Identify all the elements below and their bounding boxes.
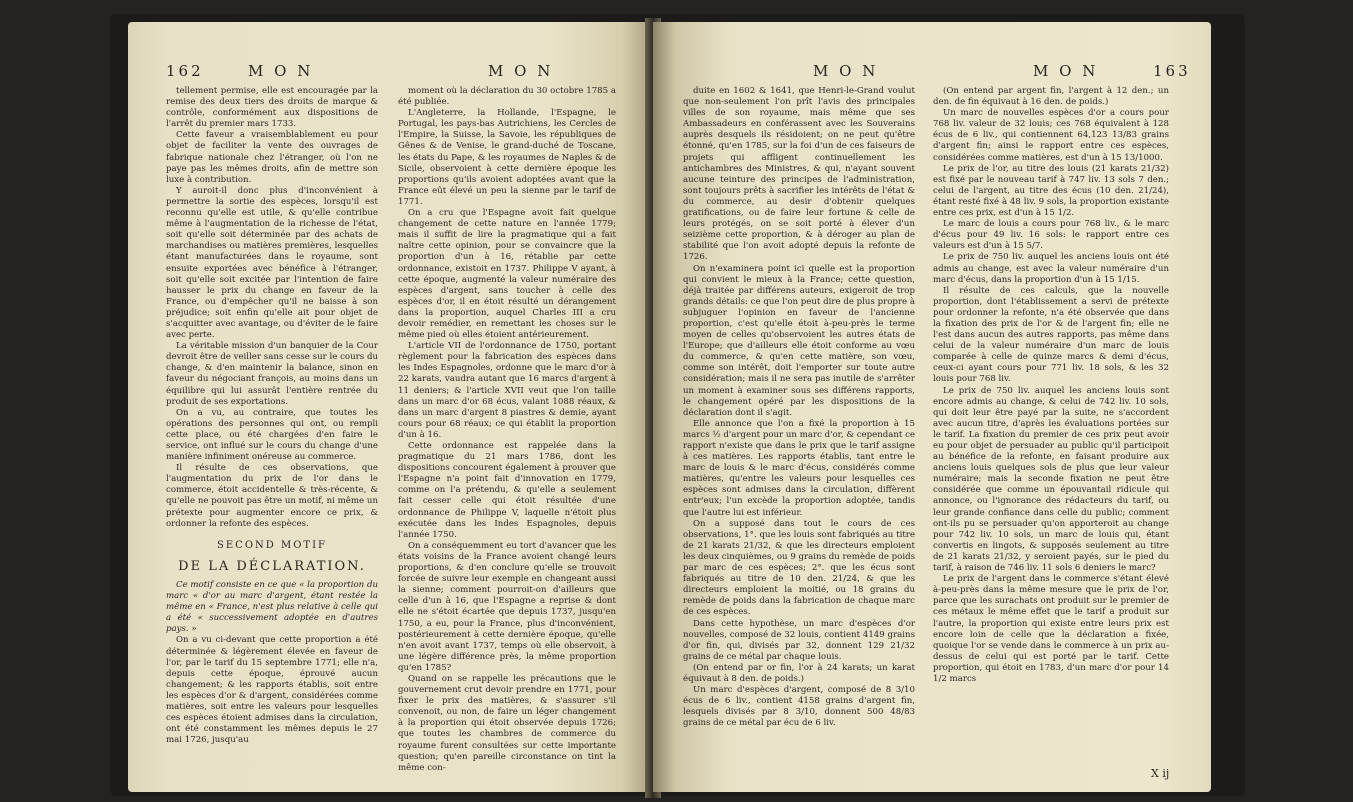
section-heading-1: SECOND MOTIF [217, 539, 327, 551]
right-col2-paragraph: Le prix de 750 liv. auquel les anciens louis sont encore admis au change, & celui de 742 liv. 10 sols, qui doit leur être payé par la suite, ne s'accordent avec aucun titre, d'après les évaluations portées sur le tarif. La fixation du premier de ces prix peut avoir eu pour objet de persuader au public qu'il participoit au bénéfice de la refonte, en faisant produire aux anciens louis quelques sols de plus que leur valeur numéraire; mais la seconde fixation ne peut être considérée que comme un épouvantail ridicule qui annonce, ou l'ignorance des rédacteurs du tarif, ou leur grande confiance dans celle du public; comment ont-ils pu se persuader qu'on apporteroit au change pour 742 liv. 10 sols, un marc de louis qui, étant convertis en lingots, & supposés seulement au titre de 21 karats 21/32, y seroient payés, sur le pied du tarif, à raison de 746 liv. 11 sols 6 deniers le marc? [933, 385, 1169, 574]
page-number-left: 162 [166, 62, 204, 80]
right-col2-paragraph: Un marc de nouvelles espèces d'or a cours pour 768 liv. valeur de 32 louis; ces 768 équivalent à 128 écus de 6 liv., qui contiennent 64,123 13/83 grains d'argent fin; ainsi le rapport entre ces espèces, considérées comme matières, est d'un à 15 13/1000. [933, 108, 1169, 163]
signature-mark: X ij [1151, 767, 1170, 780]
right-col1-paragraph: Un marc d'espèces d'argent, composé de 8 3/10 écus de 6 liv., contient 4158 grains d'argent fin, lesquels divisés par 8 3/10, donnent 500 48/83 grains de ce métal par écu de 6 liv. [683, 685, 915, 729]
left-col1-tail-paragraph: On a vu ci-devant que cette proportion a été déterminée & légèrement élevée en faveur de l'or, par le tarif du 15 septembre 1771; elle n'a, depuis cette époque, éprouvé aucun changement; & les rapports établis, soit entre les espèces d'or & d'argent, considérées comme matières, soit entre les valeurs pour lesquelles ces espèces étoient admises dans la circulation, ont été constamment les mêmes depuis le 27 mai 1726, jusqu'au [166, 635, 378, 746]
right-page [653, 22, 1211, 792]
left-page-column-2 [398, 86, 616, 774]
left-col1-paragraph: Y auroit-il donc plus d'inconvénient à permettre la sortie des espèces, lorsqu'il est reconnu qu'elle est utile, & qu'elle contribue même à l'augmentation de la richesse de l'état, soit qu'elle soit déterminée par des achats de marchandises ou matières premières, lesquelles étant manufacturées dans le royaume, sont ensuite exportées avec bénéfice à l'étranger, soit qu'elle soit excitée par l'intention de faire hausser le prix du change en faveur de la France, ou d'empêcher qu'il ne baisse à son préjudice; soit enfin qu'elle ait pour objet de s'acquitter avec avantage, ou d'éviter de le faire avec perte. [166, 185, 378, 341]
right-page-column-2 [933, 86, 1169, 685]
right-col1-paragraph: Elle annonce que l'on a fixé la proportion à 15 marcs ½ d'argent pour un marc d'or, & cependant ce rapport n'existe que dans le prix que le tarif assigne à ces matières. Les rapports établis, tant entre le marc de louis & le marc d'écus, considérés comme matières, qu'entre les valeurs pour lesquelles ces espèces sont admises dans la circulation, diffèrent entr'eux; l'un excède la proportion adoptée, tandis que l'autre lui est inférieur. [683, 418, 915, 518]
left-col1-paragraph: Il résulte de ces observations, que l'augmentation du prix de l'or dans le commerce, étoit accidentelle & très-récente, & qu'elle ne pouvoit pas être un motif, ni même un prétexte pour augmenter encore ce prix, & ordonner la refonte des espèces. [166, 463, 378, 529]
left-col2-paragraph: On a conséquemment eu tort d'avancer que les états voisins de la France avoient changé leurs proportions, & d'en conclure qu'elle se trouvoit forcée de suivre leur exemple en changeant aussi la sienne; comment pourroit-on d'ailleurs que celle d'un à 16, que l'Espagne a reprise & dont elle ne s'étoit écartée que depuis 1737, jusqu'en 1750, a eu, pour la France, plus d'inconvénient, postérieurement à cette dernière époque, qu'elle n'en avoit avant 1737, temps où elle observoit, à une légère différence près, la même proportion qu'en 1785? [398, 540, 616, 673]
left-col1-paragraph: Cette faveur a vraisemblablement eu pour objet de faciliter la vente des ouvrages de fabrique nationale chez l'étranger, où l'on ne paye pas les mêmes droits, afin de mettre son luxe à contribution. [166, 130, 378, 185]
right-col1-paragraph: Dans cette hypothèse, un marc d'espèces d'or nouvelles, composé de 32 louis, contient 4149 grains d'or fin, qui, divisés par 32, donnent 129 21/32 grains de ce métal par chaque louis. [683, 618, 915, 662]
left-page [128, 22, 653, 792]
page-number-right: 163 [1153, 62, 1191, 80]
left-col2-paragraph: L'Angleterre, la Hollande, l'Espagne, le Portugal, les pays-bas Autrichiens, les Cercles de l'Empire, la Suisse, la Savoie, les républiques de Gênes & de Venise, le grand-duché de Toscane, les états du Pape, & les royaumes de Naples & de Sicile, observoient à cette dernière époque les proportions qu'ils avoient adoptées avant que la France eût élevé un peu la sienne par le tarif de 1771. [398, 108, 616, 207]
left-col2-paragraph: Cette ordonnance est rappelée dans la pragmatique du 21 mars 1786, dont les dispositions concourent également à prouver que l'Espagne n'a point fait d'innovation en 1779, comme on l'a prétendu, & qu'elle a seulement fait cesser celle qui étoit résultée d'une ordonnance de Philippe V, laquelle n'étoit plus exécutée dans les Indes Espagnoles, depuis l'année 1750. [398, 441, 616, 540]
right-col2-paragraph: (On entend par argent fin, l'argent à 12 den.; un den. de fin équivaut à 16 den. de poids.) [933, 86, 1169, 108]
right-col1-paragraph: On n'examinera point ici quelle est la proportion qui convient le mieux à la France; cette question, déjà traitée par différens auteurs, exigeroit de trop grands détails: ce que l'on peut dire de plus propre à subjuguer l'opinion en faveur de l'ancienne proportion, c'est qu'elle étoit à-peu-près le terme moyen de celles qu'observoient les autres états de l'Europe; que d'ailleurs elle étoit conforme au vœu du commerce, & qu'en cette matière, son vœu, comme son intérêt, doit l'emporter sur toute autre considération; mais il ne sera pas inutile de s'arrêter un moment à examiner sous ses différens rapports, le changement opéré par les dispositions de la déclaration dont il s'agit. [683, 263, 915, 418]
right-page-column-1 [683, 86, 915, 729]
left-page-column-1 [166, 86, 378, 746]
right-col2-paragraph: Le prix de 750 liv. auquel les anciens louis ont été admis au change, est avec la valeur numéraire d'un marc d'écus, dans la proportion d'un à 15 1/15. [933, 252, 1169, 285]
right-col2-paragraph: Le marc de louis a cours pour 768 liv., & le marc d'écus pour 49 liv. 16 sols: le rapport entre ces valeurs est d'un à 15 5/7. [933, 219, 1169, 252]
motif-quote: Ce motif consiste en ce que « la proportion du marc « d'or au marc d'argent, étant restée la même en « France, n'est plus relative à celle qui a été « successivement adoptée en d'autres pays. » [166, 579, 378, 635]
left-col2-paragraph: Quand on se rappelle les précautions que le gouvernement crut devoir prendre en 1771, pour fixer le prix des matières, & s'assurer s'il convenoit, ou non, de faire un léger changement à la proportion qui étoit observée depuis 1726; que toutes les chambres de commerce du royaume furent consultées sur cette importante question; qu'en pareille circonstance on tint la même con- [398, 673, 616, 773]
left-col1-paragraph: tellement permise, elle est encouragée par la remise des deux tiers des droits de marque & contrôle, conformément aux dispositions de l'arrêt du premier mars 1733. [166, 86, 378, 130]
right-col2-paragraph: Le prix de l'or, au titre des louis (21 karats 21/32) est fixé par le nouveau tarif à 747 liv. 13 sols 7 den.; celui de l'argent, au titre des écus (10 den. 21/24), étant resté fixé à 48 liv. 9 sols, la proportion existante entre ces prix, est d'un à 15 1/2. [933, 163, 1169, 219]
right-col2-paragraph: Le prix de l'argent dans le commerce s'étant élevé à-peu-près dans la même mesure que le prix de l'or, parce que les surachats ont produit sur le premier de ces métaux le même effet que le tarif a produit sur l'autre, la proportion qui existe entre leurs prix est encore loin de celle que la déclaration a fixée, quoique l'or se vende dans le commerce à un prix au-dessus de celui qui est porté par le tarif. Cette proportion, qui étoit en 1783, d'un marc d'or pour 14 1/2 marcs [933, 574, 1169, 684]
left-col1-paragraph: On a vu, au contraire, que toutes les opérations des personnes qui ont, ou rempli cette place, ou été chargées d'en faire le service, ont influé sur le cours du change d'une manière infiniment onéreuse au commerce. [166, 407, 378, 463]
running-head-left-a: M O N [248, 62, 314, 80]
left-col2-paragraph: On a cru que l'Espagne avoit fait quelque changement de cette nature en l'année 1779; mais il suffit de lire la pragmatique qui a fait naître cette opinion, pour se convaincre que la proportion d'un à 16, rétablie par cette ordonnance, existoit en 1737. Philippe V ayant, à cette époque, augmenté la valeur numéraire des espèces d'argent, sans toucher à celle des espèces d'or, il en étoit résulté un dérangement dans la proportion, auquel Charles III a cru devoir remédier, en remettant les choses sur le même pied où elles étoient antérieurement. [398, 208, 616, 341]
running-head-right-b: M O N [1033, 62, 1099, 80]
left-col2-paragraph: L'article VII de l'ordonnance de 1750, portant règlement pour la fabrication des espèces dans les Indes Espagnoles, ordonne que le marc d'or à 22 karats, vaudra autant que 16 marcs d'argent à 11 deniers; & l'article XVII veut que l'on taille dans un marc d'or 68 écus, valant 1088 réaux, & dans un marc d'argent 8 piastres & demie, ayant cours pour 68 réaux; ce qui établit la proportion d'un à 16. [398, 341, 616, 440]
left-col1-paragraph: La véritable mission d'un banquier de la Cour devroit être de veiller sans cesse sur le cours du change, & d'en maintenir la balance, sinon en faveur du négociant françois, au moins dans un équilibre qui lui assurât l'entière rentrée du produit de ses exportations. [166, 341, 378, 407]
section-heading-2: DE LA DÉCLARATION. [178, 558, 366, 574]
right-col1-paragraph: duite en 1602 & 1641, que Henri-le-Grand voulut que non-seulement l'on prît l'avis des principales villes de son royaume, mais même que ses Ambassadeurs en conférassent avec les Souverains auprès desquels ils résidoient; on ne peut qu'être étonné, qu'en 1785, sur la foi d'un de ces faiseurs de projets qui affligent continuellement les antichambres des Ministres, & qui, n'ayant souvent aucune teinture des principes de l'administration, sont toujours prêts à sacrifier les intérêts de l'état & du commerce, au desir d'obtenir quelques gratifications, ou de faire leur fortune & celle de leurs protégés, on se soit porté à élever d'un seizième cette proportion, & à déroger au plan de stabilité que l'on avoit adopté depuis la refonte de 1726. [683, 86, 915, 263]
left-col2-paragraph: moment où la déclaration du 30 octobre 1785 a été publiée. [398, 86, 616, 108]
right-col2-paragraph: Il résulte de ces calculs, que la nouvelle proportion, dont l'établissement a servi de prétexte pour ordonner la refonte, n'a été observée que dans la fixation des prix de l'or & de l'argent fin; elle ne l'est dans aucun des autres rapports, pas même dans celui de la valeur numéraire d'un marc de louis comparée à celle de quinze marcs & demi d'écus, ceux-ci ayant cours pour 771 liv. 18 sols, & les 32 louis pour 768 liv. [933, 285, 1169, 385]
running-head-left-b: M O N [488, 62, 554, 80]
running-head-right-a: M O N [813, 62, 879, 80]
right-col1-paragraph: (On entend par or fin, l'or à 24 karats; un karat équivaut à 8 den. de poids.) [683, 662, 915, 684]
right-col1-paragraph: On a supposé dans tout le cours de ces observations, 1°. que les louis sont fabriqués au titre de 21 karats 21/32, & que les directeurs emploient les deux cinquièmes, ou 9 grains du remède de poids par marc de ces espèces; 2°. que les écus sont fabriqués au titre de 10 den. 21/24, & que les directeurs emploient la moitié, ou 18 grains du remède de poids dans la fabrication de chaque marc de ces espèces. [683, 518, 915, 618]
